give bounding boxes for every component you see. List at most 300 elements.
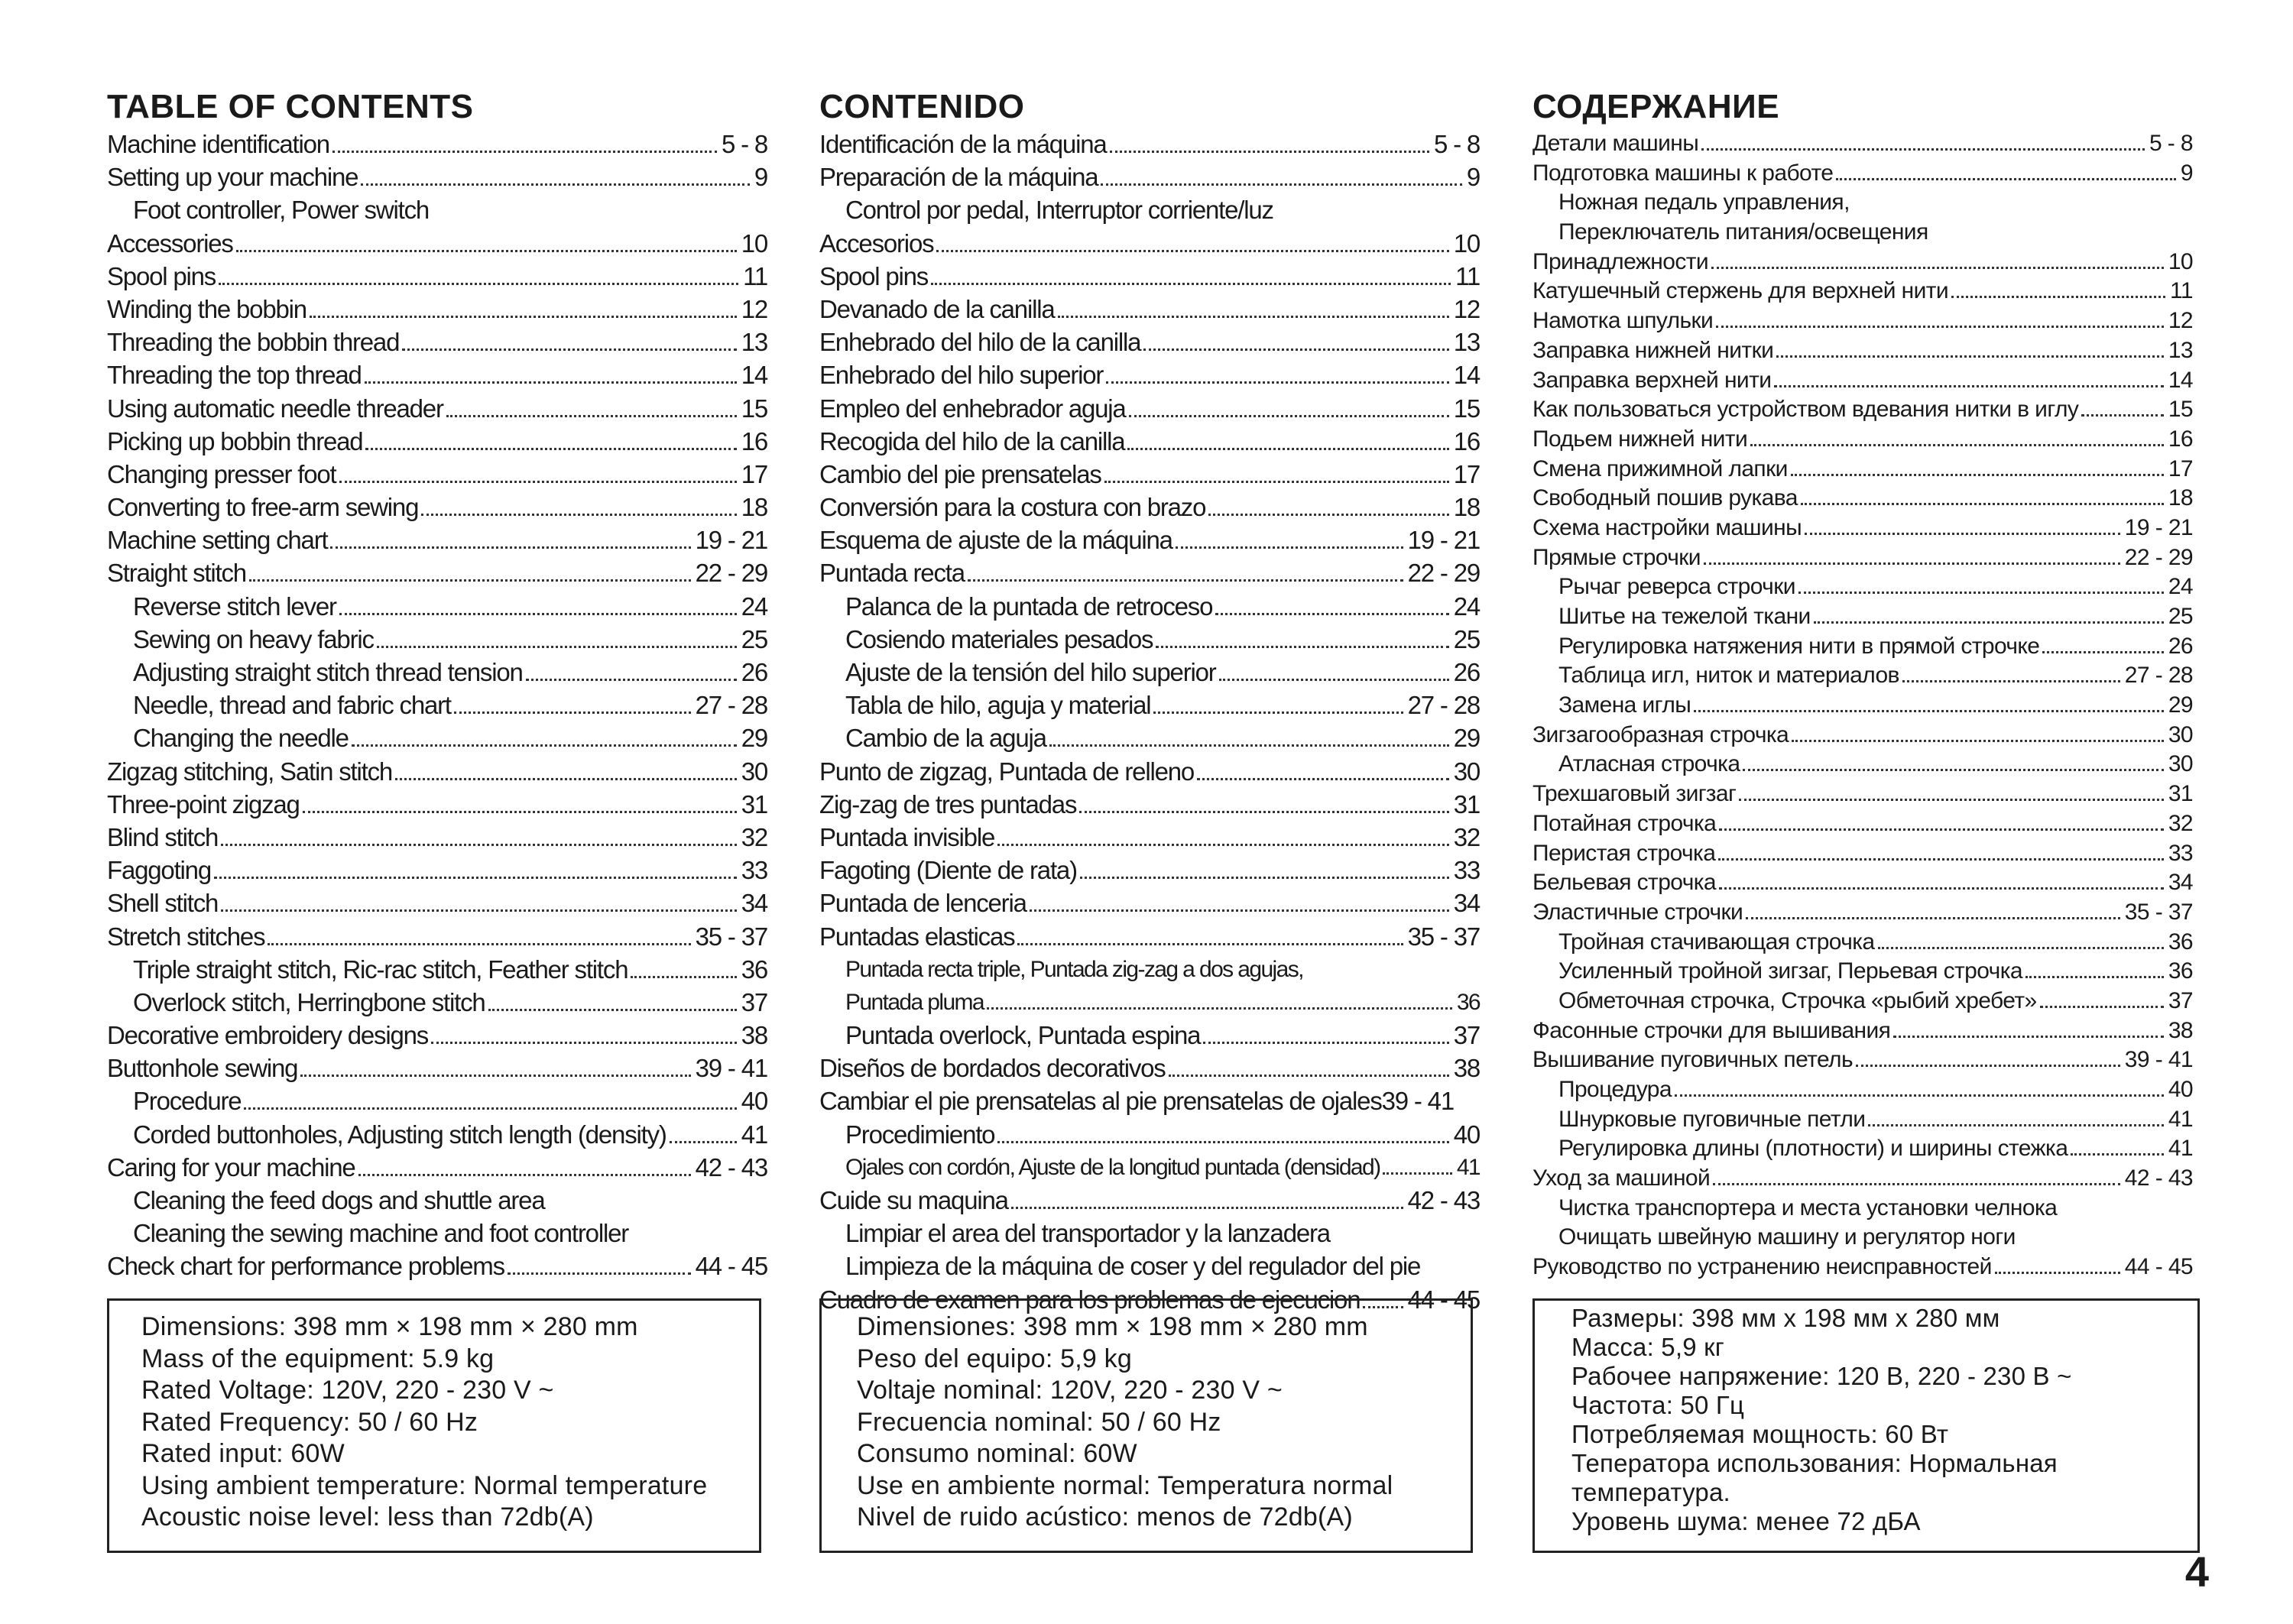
toc-leader-dots [1079,811,1448,813]
toc-entry-page: 41 [2168,1106,2193,1132]
toc-entry-title: Как пользоваться устройством вдевания нитки в иглу [1532,397,2079,423]
toc-leader-dots [2081,414,2164,417]
toc-entry-page: 5 - 8 [1433,130,1480,158]
toc-entry-page: 35 - 37 [2124,899,2193,925]
toc-entry-title: Identificación de la máquina [819,130,1107,158]
toc-entry [107,1087,767,1120]
toc-entry-title: Preparación de la máquina [819,163,1098,192]
toc-entry [107,526,767,559]
toc-leader-dots [1129,415,1449,417]
toc-entry-title: Бельевая строчка [1532,870,1717,896]
toc-leader-dots [2040,1006,2164,1008]
toc-entry-title: Diseños de bordados decorativos [819,1054,1166,1083]
toc-entry [107,757,767,790]
toc-entry-page: 39 - 41 [695,1054,767,1083]
toc-entry-page: 42 - 43 [1407,1186,1480,1214]
toc-entry-title: Stretch stitches [107,922,265,951]
toc-entry-page: 41 [741,1120,767,1149]
toc-leader-dots [1893,1036,2164,1038]
toc-entry-page: 12 [1453,294,1480,323]
toc-leader-dots [339,613,737,615]
toc-leader-dots [1719,828,2164,831]
toc-entry-title: Cleaning the sewing machine and foot controller [133,1219,629,1248]
toc-leader-dots [631,976,736,978]
toc-entry-title: Ножная педаль управления, [1558,190,1850,216]
toc-entry [819,889,1480,922]
toc-entry [819,328,1480,361]
toc-entry-page: 9 [754,163,767,192]
toc-entry-page: 42 - 43 [695,1152,767,1182]
toc-entry-page: 34 [2168,870,2193,896]
toc-entry [1532,1224,2193,1253]
toc-entry-title: Triple straight stitch, Ric-rac stitch, Feather stitch [133,955,628,984]
toc-entry-title: Empleo del enhebrador aguja [819,394,1126,423]
toc-entry-title: Recogida del hilo de la canilla [819,426,1125,455]
toc-entry [1532,219,2193,248]
toc-entry [819,625,1480,658]
toc-entry-page: 35 - 37 [695,922,767,951]
toc-leader-dots [1176,546,1403,549]
toc-entry [1532,307,2193,337]
toc-entry-page: 36 [741,955,767,984]
toc-entry-title: Уход за машиной [1532,1165,1711,1191]
toc-leader-dots [236,250,737,252]
toc-entry [819,1021,1480,1054]
toc-entry-title: Palanca de la puntada de retroceso [845,592,1213,621]
toc-entry [819,163,1480,196]
toc-entry-title: Control por pedal, Interruptor corriente/luz [845,196,1273,225]
toc-entry [819,1120,1480,1153]
toc-entry [819,1219,1480,1252]
toc-entry-title: Puntada recta [819,559,965,588]
toc-leader-dots [377,646,737,648]
spec-line: Dimensiones: 398 mm × 198 mm × 280 mm [857,1312,1368,1341]
toc-entry-title: Tabla de hilo, aguja y material [845,691,1151,720]
toc-entry-title: Шитье на тежелой ткани [1558,604,1811,629]
toc-entry-page: 33 [741,856,767,885]
toc-entry-title: Threading the bobbin thread [107,328,400,357]
toc-entry-page: 19 - 21 [1407,526,1480,555]
toc-leader-dots [2071,1153,2164,1156]
toc-leader-dots [1156,646,1448,648]
toc-entry-title: Таблица игл, ниток и материалов [1558,663,1899,689]
toc-entry-page: 15 [2168,397,2193,423]
toc-entries-russian [1532,130,2193,1283]
toc-leader-dots [395,778,737,780]
toc-entry-title: Cambio del pie prensatelas [819,459,1101,488]
toc-entry [1532,1017,2193,1047]
toc-entry-title: Cleaning the feed dogs and shuttle area [133,1186,545,1214]
toc-entry-page: 17 [2168,455,2193,481]
toc-entry-page: 26 [1453,658,1480,686]
toc-entry-title: Setting up your machine [107,163,358,192]
toc-entry-title: Puntada recta triple, Puntada zig-zag a dos agujas, [845,956,1303,982]
toc-column-spanish [819,84,1480,1318]
spec-line: Using ambient temperature: Normal temperature [141,1470,708,1500]
toc-leader-dots [221,844,737,846]
toc-entry-page: 12 [2168,308,2193,334]
toc-entry-title: Puntadas elasticas [819,922,1015,951]
toc-entry [1532,1194,2193,1224]
toc-entry-page: 44 - 45 [1407,1285,1480,1314]
toc-leader-dots [2042,651,2163,653]
toc-entry [1532,396,2193,426]
toc-leader-dots [1143,348,1448,351]
toc-entry [819,1087,1480,1120]
spec-line: Масса: 5,9 кг [1571,1333,1725,1361]
toc-leader-dots [987,1007,1452,1010]
toc-entry-title: Picking up bobbin thread [107,426,363,455]
toc-entry [1532,987,2193,1017]
toc-leader-dots [1017,943,1403,945]
toc-leader-dots [2025,976,2164,978]
toc-leader-dots [1739,799,2163,801]
toc-entry-title: Enhebrado del hilo superior [819,361,1104,390]
toc-entry-page: 19 - 21 [2124,514,2193,540]
toc-entry [1532,544,2193,574]
spec-line: Rated Voltage: 120V, 220 - 230 V ~ [141,1376,554,1405]
toc-entry [1532,248,2193,278]
toc-entry-page: 18 [741,493,767,522]
toc-entry-title: Детали машины [1532,131,1699,156]
toc-entry [107,1219,767,1252]
toc-entry-page: 29 [2168,692,2193,718]
toc-entry [107,295,767,328]
toc-entry [107,922,767,955]
toc-entries-english [107,130,767,1285]
toc-entry-page: 38 [1453,1054,1480,1083]
toc-entry [107,163,767,196]
toc-entry [107,1153,767,1186]
toc-entry-title: Cuadro de examen para los problemas de ejecucion [819,1285,1361,1314]
toc-entry-page: 33 [2168,840,2193,866]
toc-leader-dots [1208,514,1448,516]
toc-entry-title: Атласная строчка [1558,751,1740,777]
toc-entry-page: 37 [2168,987,2193,1013]
toc-leader-dots [1836,178,2176,180]
toc-entry-title: Катушечный стержень для верхней нити [1532,278,1949,304]
toc-entry-title: Procedimiento [845,1120,995,1149]
toc-entry-page: 16 [1453,426,1480,455]
spec-line: Rated Frequency: 50 / 60 Hz [141,1407,478,1437]
toc-entry-title: Decorative embroidery designs [107,1021,429,1050]
toc-entry [1532,337,2193,367]
toc-entry-page: 13 [741,328,767,357]
toc-entry-page: 41 [1456,1154,1480,1180]
toc-entry [107,460,767,493]
toc-leader-dots [508,1272,691,1275]
toc-entry [819,1186,1480,1219]
toc-entry-title: Spool pins [819,261,929,290]
toc-entry-page: 10 [2168,248,2193,274]
toc-entry-title: Limpieza de la máquina de coser y del regulador del pie [845,1252,1421,1281]
toc-entry-page: 36 [2168,929,2193,955]
toc-entry-page: 10 [741,229,767,258]
toc-heading-english: TABLE OF CONTENTS [107,88,474,125]
toc-entry-title: Обметочная строчка, Строчка «рыбий хребет» [1558,987,2037,1013]
toc-entry-title: Buttonhole sewing [107,1054,298,1083]
toc-entry [107,889,767,922]
toc-entry-page: 39 - 41 [1381,1087,1454,1116]
toc-entries-spanish [819,130,1480,1318]
toc-leader-dots [1713,1183,2120,1185]
toc-entry [107,559,767,592]
toc-entry [819,757,1480,790]
toc-entry [107,229,767,262]
toc-leader-dots [330,546,690,549]
toc-leader-dots [402,348,736,351]
toc-entry [819,658,1480,691]
toc-leader-dots [1798,592,2164,594]
spec-box-spanish [819,1298,1473,1553]
toc-entry-page: 11 [2170,278,2193,304]
toc-entry [1532,426,2193,455]
toc-entry-page: 11 [1455,261,1480,290]
toc-entry-title: Зигзагообразная строчка [1532,721,1789,747]
toc-leader-dots [1704,562,2120,565]
toc-entry-page: 15 [741,394,767,423]
toc-entry-title: Перистая строчка [1532,840,1716,866]
toc-entry [1532,1046,2193,1076]
toc-entry [107,262,767,295]
toc-entry [819,295,1480,328]
toc-leader-dots [1383,1172,1451,1175]
toc-entry [1532,130,2193,160]
toc-entry [819,229,1480,262]
toc-entry [1532,573,2193,603]
toc-leader-dots [1153,712,1403,714]
toc-entry-title: Check chart for performance problems [107,1252,504,1281]
toc-entry [107,988,767,1021]
toc-leader-dots [1030,909,1449,912]
toc-entry [107,130,767,163]
toc-entry-page: 9 [1466,163,1480,192]
toc-entry-page: 37 [1453,1021,1480,1050]
toc-entry-page: 14 [2168,367,2193,393]
spec-line: Потребляемая мощность: 60 Вт [1571,1420,1949,1448]
toc-entry [1532,958,2193,987]
toc-entry [1532,780,2193,810]
toc-leader-dots [1716,326,2164,328]
spec-line: Use en ambiente normal: Temperatura normal [857,1470,1393,1500]
toc-entry [1532,1076,2193,1106]
toc-entry-page: 25 [1453,624,1480,653]
toc-entry-title: Faggoting [107,856,211,885]
toc-entry-title: Devanado de la canilla [819,294,1055,323]
toc-entry [819,196,1480,229]
toc-entry-page: 30 [2168,721,2193,747]
toc-leader-dots [1215,613,1448,615]
toc-entry [107,625,767,658]
toc-entry-page: 34 [1453,889,1480,918]
toc-leader-dots [997,844,1449,846]
spec-line: Consumo nominal: 60W [857,1439,1137,1468]
toc-entry-title: Corded buttonholes, Adjusting stitch length (density) [133,1120,666,1149]
toc-leader-dots [221,909,737,912]
toc-entry-title: Вышивание пуговичных петель [1532,1047,1853,1073]
toc-entry-title: Прямые строчки [1532,544,1701,570]
toc-entry [1532,692,2193,721]
toc-entry [107,592,767,625]
toc-entry-title: Overlock stitch, Herringbone stitch [133,987,485,1016]
toc-heading-spanish: CONTENIDO [819,88,1025,125]
toc-entry [107,1186,767,1219]
toc-entry-page: 31 [1453,789,1480,818]
toc-leader-dots [1110,151,1429,153]
toc-entry-title: Conversión para la costura con brazo [819,493,1206,522]
toc-entry-title: Changing presser foot [107,459,336,488]
toc-leader-dots [446,415,737,417]
toc-entry-page: 9 [2180,160,2193,186]
toc-leader-dots [670,1141,737,1143]
toc-leader-dots [1792,740,2164,742]
toc-entry-title: Puntada pluma [845,989,984,1015]
spec-box-english [107,1298,761,1553]
toc-leader-dots [219,283,738,285]
toc-entry-title: Заправка нижней нитки [1532,337,1774,363]
toc-entry-page: 32 [741,822,767,851]
page-number: 4 [2184,1548,2209,1596]
toc-leader-dots [352,744,737,747]
toc-entry-page: 16 [741,426,767,455]
toc-entry-page: 10 [1453,229,1480,258]
spec-line: Nivel de ruido acústico: menos de 72db(A) [857,1502,1353,1532]
toc-entry-page: 40 [1453,1120,1480,1149]
toc-entry-title: Шнурковые пуговичные петли [1558,1106,1866,1132]
toc-entry [107,328,767,361]
toc-entry [107,724,767,757]
toc-entry-title: Machine setting chart [107,526,328,555]
toc-entry-page: 30 [1453,757,1480,786]
toc-entry [819,427,1480,460]
toc-entry-title: Принадлежности [1532,248,1709,274]
toc-entry-title: Трехшаговый зигзаг [1532,781,1737,807]
toc-leader-dots [1814,621,2164,624]
toc-entry-title: Замена иглы [1558,692,1691,718]
toc-entry-page: 12 [741,294,767,323]
toc-entry-page: 29 [1453,724,1480,753]
toc-entry [1532,899,2193,929]
toc-entry-title: Machine identification [107,130,329,158]
toc-entry-title: Заправка верхней нити [1532,367,1772,393]
toc-entry-page: 13 [2168,337,2193,363]
toc-entry [107,1021,767,1054]
toc-leader-dots [1127,448,1448,450]
toc-entry [107,1252,767,1285]
toc-leader-dots [1805,533,2120,535]
toc-entry-title: Zig-zag de tres puntadas [819,789,1077,818]
toc-entry-title: Cambiar el pie prensatelas al pie prensatelas de ojales [819,1087,1382,1116]
toc-entry [819,1153,1480,1186]
toc-entry-page: 13 [1453,328,1480,357]
toc-entry [819,361,1480,394]
toc-entry-page: 36 [2168,958,2193,984]
spec-line: Размеры: 398 мм х 198 мм х 280 мм [1571,1304,2000,1332]
toc-entry [819,130,1480,163]
toc-entry [107,856,767,889]
toc-entry-title: Enhebrado del hilo de la canilla [819,328,1141,357]
toc-entry [1532,810,2193,840]
spec-line: Mass of the equipment: 5.9 kg [141,1344,495,1373]
toc-entry-page: 40 [2168,1077,2193,1102]
toc-entry-title: Фасонные строчки для вышивания [1532,1017,1891,1043]
toc-entry [107,823,767,856]
toc-entry [107,1120,767,1153]
toc-leader-dots [1750,444,2164,446]
toc-leader-dots [1995,1272,2120,1274]
spec-box-russian [1532,1298,2200,1553]
toc-leader-dots [1856,1065,2120,1067]
toc-entry [107,1054,767,1087]
toc-leader-dots [339,481,737,483]
toc-entry-title: Three-point zigzag [107,789,300,818]
toc-entry [107,955,767,988]
toc-entry-page: 25 [741,624,767,653]
toc-entry [1532,277,2193,307]
toc-entry [1532,929,2193,958]
toc-leader-dots [931,283,1451,285]
toc-entry-page: 24 [741,592,767,621]
toc-entry [107,196,767,229]
toc-leader-dots [1743,769,2163,771]
toc-entry-page: 42 - 43 [2124,1165,2193,1191]
toc-entry [819,988,1480,1021]
toc-entry-title: Straight stitch [107,559,246,588]
toc-entry [819,493,1480,526]
toc-entry-title: Тройная стачивающая строчка [1558,929,1875,955]
toc-leader-dots [361,183,750,186]
toc-entry [819,823,1480,856]
toc-leader-dots [300,1075,690,1077]
toc-entry [1532,1253,2193,1283]
toc-entry-page: 17 [1453,459,1480,488]
toc-entry-page: 40 [741,1087,767,1116]
toc-entry-title: Потайная строчка [1532,810,1717,836]
toc-leader-dots [303,811,737,813]
toc-entry [819,856,1480,889]
toc-entry-title: Punto de zigzag, Puntada de relleno [819,757,1195,786]
toc-entry [819,724,1480,757]
toc-entry-page: 22 - 29 [695,559,767,588]
toc-entry-title: Shell stitch [107,889,219,918]
toc-entry-page: 16 [2168,426,2193,452]
toc-entry-title: Схема настройки машины [1532,514,1802,540]
toc-leader-dots [358,1174,691,1176]
spec-line: Теператора использования: Нормальная температура. [1571,1449,2058,1506]
toc-leader-dots [1694,710,2164,712]
toc-leader-dots [1106,381,1448,384]
toc-entry-page: 14 [1453,361,1480,390]
toc-entry-title: Процедура [1558,1077,1672,1102]
toc-entry-page: 18 [1453,493,1480,522]
toc-leader-dots [1049,744,1449,747]
toc-entry-title: Sewing on heavy fabric [133,624,374,653]
toc-entry [819,955,1480,988]
toc-entry-page: 37 [741,987,767,1016]
toc-entry-title: Winding the bobbin [107,294,306,323]
toc-entry-page: 14 [741,361,767,390]
toc-leader-dots [1080,877,1449,879]
spec-line: Рабочее напряжение: 120 В, 220 - 230 В ~ [1571,1362,2072,1390]
toc-entry [1532,750,2193,780]
toc-entry [1532,662,2193,692]
toc-entry [819,460,1480,493]
toc-leader-dots [310,316,737,318]
toc-entry-title: Reverse stitch lever [133,592,336,621]
toc-entry-page: 44 - 45 [695,1252,767,1281]
toc-entry-page: 44 - 45 [2124,1254,2193,1280]
toc-leader-dots [526,679,737,681]
